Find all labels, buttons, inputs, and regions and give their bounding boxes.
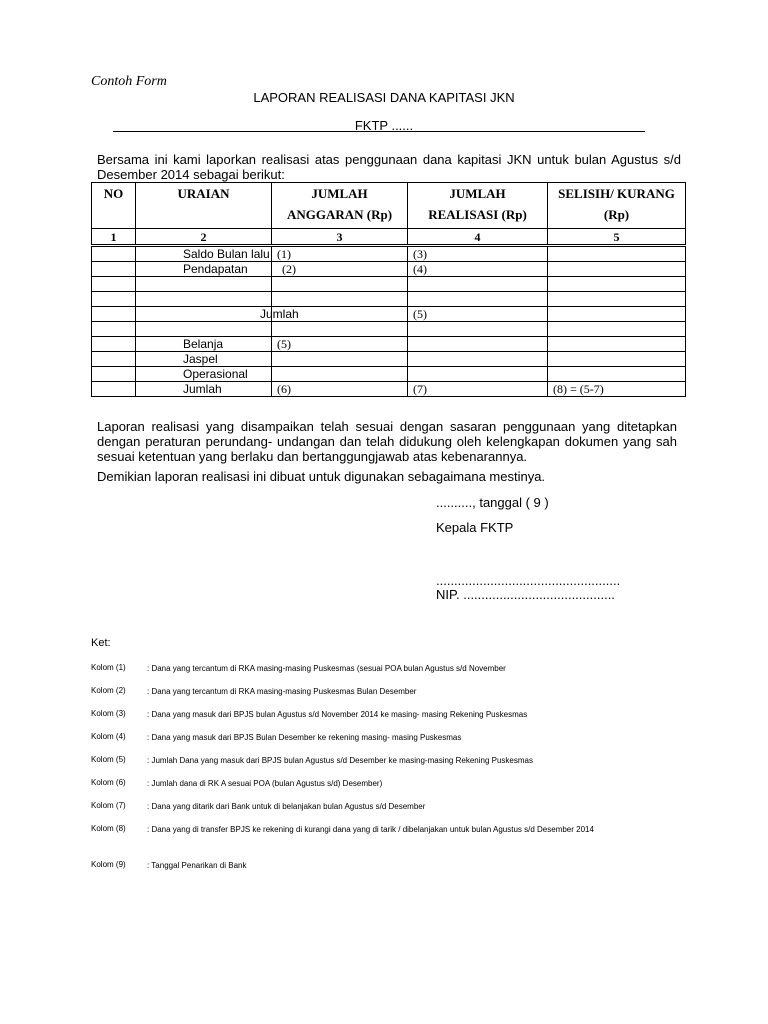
cell-anggaran [272,367,408,382]
cell-selisih [548,246,686,262]
ket-kolom: Kolom (9) [91,860,126,869]
ket-kolom: Kolom (6) [91,778,126,787]
cell-anggaran [272,352,408,367]
realization-table [91,182,686,397]
col-number: 2 [136,229,272,246]
ket-item [91,709,667,721]
cell-anggaran [272,322,408,337]
cell-selisih [548,337,686,352]
signatory-name-line: ................................................... [436,573,621,588]
table-row [92,322,686,337]
header-realisasi: JUMLAH REALISASI (Rp) [408,183,548,229]
cell-uraian: Saldo Bulan lalu [136,246,272,262]
ket-desc: : Dana yang ditarik dari Bank untuk di belanjakan bulan Agustus s/d Desember [147,802,426,811]
ket-desc: : Jumlah dana di RK A sesuai POA (bulan Agustus s/d) Desember) [147,779,383,788]
table-row [92,382,686,397]
cell-selisih [548,322,686,337]
cell-uraian: Jaspel [136,352,272,367]
ket-desc: : Dana yang tercantum di RKA masing-masing Puskesmas Bulan Desember [147,687,417,696]
cell-no [92,292,136,307]
form-label: Contoh Form [91,74,167,89]
column-number-row [92,229,686,246]
col-number: 4 [408,229,548,246]
cell-realisasi: (7) [408,382,548,397]
table-row [92,307,686,322]
cell-realisasi [408,337,548,352]
cell-uraian: Jumlah [136,382,272,397]
cell-no [92,307,136,322]
header-anggaran: JUMLAH ANGGARAN (Rp) [272,183,408,229]
cell-uraian [136,322,272,337]
cell-no [92,382,136,397]
ket-title: Ket: [91,637,111,649]
closing-text: Demikian laporan realisasi ini dibuat untuk digunakan sebagaimana mestinya. [97,469,546,484]
ket-item [91,860,667,872]
cell-anggaran [272,292,408,307]
signatory-nip: NIP. .......................................... [436,587,615,602]
ket-desc: : Tanggal Penarikan di Bank [147,861,247,870]
place-date: .........., tanggal ( 9 ) [436,495,549,510]
ket-desc: : Dana yang masuk dari BPJS bulan Agustus s/d November 2014 ke masing- masing Rekening Puskesmas [147,710,528,719]
intro-text: Bersama ini kami laporkan realisasi atas penggunaan dana kapitasi JKN untuk bulan Agustus s/d Desember 2014 sebagai berikut: [97,152,681,182]
report-title: LAPORAN REALISASI DANA KAPITASI JKN [253,90,515,105]
col-number: 3 [272,229,408,246]
cell-uraian: Jumlah [136,307,272,322]
cell-selisih [548,262,686,277]
table-row [92,337,686,352]
cell-realisasi [408,367,548,382]
ket-kolom: Kolom (3) [91,709,126,718]
ket-kolom: Kolom (2) [91,686,126,695]
cell-no [92,337,136,352]
cell-selisih [548,292,686,307]
ket-item [91,663,667,675]
ket-kolom: Kolom (7) [91,801,126,810]
cell-realisasi [408,292,548,307]
cell-selisih [548,352,686,367]
cell-selisih [548,307,686,322]
table-row [92,246,686,262]
cell-selisih: (8) = (5-7) [548,382,686,397]
cell-realisasi [408,277,548,292]
cell-no [92,352,136,367]
table-row [92,292,686,307]
cell-anggaran [272,277,408,292]
cell-anggaran: (5) [272,337,408,352]
cell-anggaran: (6) [272,382,408,397]
cell-realisasi: (4) [408,262,548,277]
header-divider [113,131,645,132]
cell-no [92,277,136,292]
table-header-row [92,183,686,229]
ket-kolom: Kolom (8) [91,824,126,833]
table-row [92,277,686,292]
cell-realisasi [408,322,548,337]
ket-item [91,801,667,813]
ket-item [91,732,667,744]
ket-kolom: Kolom (4) [91,732,126,741]
cell-realisasi [408,352,548,367]
header-no: NO [92,183,136,229]
ket-desc: : Jumlah Dana yang masuk dari BPJS bulan Agustus s/d Desember ke masing-masing Rekening Puskesmas [147,756,533,765]
cell-realisasi: (3) [408,246,548,262]
cell-no [92,246,136,262]
ket-desc: : Dana yang tercantum di RKA masing-masing Puskesmas (sesuai POA bulan Agustus s/d November [147,664,506,673]
table-row [92,262,686,277]
cell-no [92,262,136,277]
fktp-label: FKTP ...... [354,118,414,133]
ket-item [91,778,667,790]
table-row [92,367,686,382]
cell-no [92,322,136,337]
cell-uraian: Belanja [136,337,272,352]
ket-kolom: Kolom (1) [91,663,126,672]
col-number: 5 [548,229,686,246]
signatory-position: Kepala FKTP [436,520,514,535]
cell-uraian: Operasional [136,367,272,382]
header-uraian: URAIAN [136,183,272,229]
cell-realisasi: (5) [408,307,548,322]
cell-uraian: Pendapatan [136,262,272,277]
cell-anggaran: (1) [272,246,408,262]
col-number: 1 [92,229,136,246]
statement-text: Laporan realisasi yang disampaikan telah sesuai dengan sasaran penggunaan yang ditetapkan dengan peraturan perundang- undangan dan telah didukung oleh kelengkapan dokumen yang sah sesuai ketentuan yang berlaku dan bertanggungjawab atas kebenarannya. [97,419,677,464]
ket-desc: : Dana yang di transfer BPJS ke rekening di kurangi dana yang di tarik / dibelanjakan untuk bulan Agustus s/d Desember 2014 [147,825,594,834]
cell-selisih [548,277,686,292]
cell-selisih [548,367,686,382]
ket-kolom: Kolom (5) [91,755,126,764]
cell-anggaran: (2) [272,262,408,277]
cell-no [92,367,136,382]
ket-item [91,755,667,767]
cell-uraian [136,292,272,307]
ket-item [91,686,667,698]
cell-uraian [136,277,272,292]
ket-desc: : Dana yang masuk dari BPJS Bulan Desember ke rekening masing- masing Puskesmas [147,733,462,742]
ket-item [91,824,657,836]
table-row [92,352,686,367]
header-selisih: SELISIH/ KURANG (Rp) [548,183,686,229]
